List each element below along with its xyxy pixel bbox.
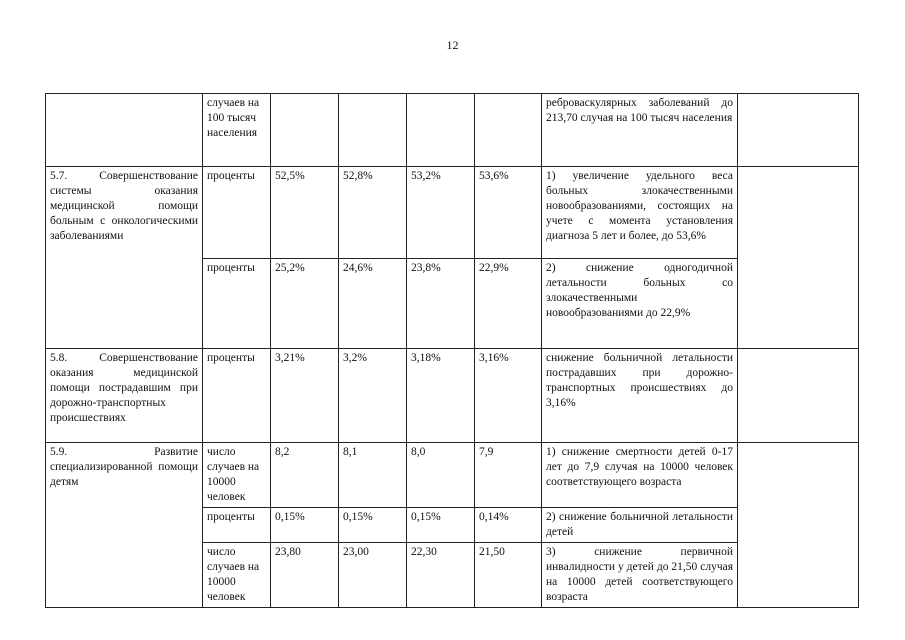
- value-cell: [407, 94, 475, 167]
- unit-cell: проценты: [203, 259, 271, 349]
- table-row: [46, 167, 859, 259]
- value-cell: 7,9: [475, 443, 542, 508]
- value-cell: [271, 94, 339, 167]
- unit-cell: проценты: [203, 508, 271, 543]
- value-cell: [475, 94, 542, 167]
- goal-cell: 1) снижение смертности детей 0-17 лет до 7,9 случая на 10000 человек соответствующего возраста: [542, 443, 738, 508]
- unit-cell: проценты: [203, 167, 271, 259]
- value-cell: 22,9%: [475, 259, 542, 349]
- value-cell: 3,16%: [475, 349, 542, 443]
- measure-name-cell: 5.9. Развитие специализированной помощи детям: [46, 443, 203, 608]
- value-cell: [339, 94, 407, 167]
- value-cell: 0,15%: [339, 508, 407, 543]
- measure-name-cell: 5.8. Совершенствование оказания медицинской помощи пострадавшим при дорожно-транспортных происшествиях: [46, 349, 203, 443]
- empty-cell: [738, 349, 859, 443]
- value-cell: 8,2: [271, 443, 339, 508]
- goal-cell: 1) увеличение удельного веса больных злокачественными новообразованиями, состоящих на учете с момента установления диагноза 5 лет и более, до 53,6%: [542, 167, 738, 259]
- goal-cell: реброваскулярных заболеваний до 213,70 случая на 100 тысяч населения: [542, 94, 738, 167]
- empty-cell: [738, 167, 859, 349]
- value-cell: 3,2%: [339, 349, 407, 443]
- value-cell: 8,0: [407, 443, 475, 508]
- value-cell: 3,18%: [407, 349, 475, 443]
- value-cell: 0,14%: [475, 508, 542, 543]
- unit-cell: случаев на 100 тысяч населения: [203, 94, 271, 167]
- value-cell: 8,1: [339, 443, 407, 508]
- value-cell: 52,5%: [271, 167, 339, 259]
- value-cell: 53,6%: [475, 167, 542, 259]
- page-number: 12: [446, 38, 459, 52]
- value-cell: 52,8%: [339, 167, 407, 259]
- value-cell: 23,8%: [407, 259, 475, 349]
- empty-cell: [738, 94, 859, 167]
- value-cell: 23,80: [271, 543, 339, 608]
- value-cell: 23,00: [339, 543, 407, 608]
- value-cell: 3,21%: [271, 349, 339, 443]
- unit-cell: число случаев на 10000 человек: [203, 543, 271, 608]
- unit-cell: проценты: [203, 349, 271, 443]
- value-cell: 25,2%: [271, 259, 339, 349]
- measure-name-cell: [46, 94, 203, 167]
- table-row: [46, 443, 859, 508]
- value-cell: 21,50: [475, 543, 542, 608]
- table-row: [46, 94, 859, 167]
- goal-cell: 2) снижение больничной летальности детей: [542, 508, 738, 543]
- value-cell: 0,15%: [407, 508, 475, 543]
- goal-cell: 2) снижение одногодичной летальности больных со злокачественными новообразованиями до 22,9%: [542, 259, 738, 349]
- table-row: [46, 349, 859, 443]
- goal-cell: 3) снижение первичной инвалидности у детей до 21,50 случая на 10000 детей соответствующего возраста: [542, 543, 738, 608]
- value-cell: 53,2%: [407, 167, 475, 259]
- goal-cell: снижение больничной летальности пострадавших при дорожно-транспортных происшествиях до 3,16%: [542, 349, 738, 443]
- value-cell: 24,6%: [339, 259, 407, 349]
- unit-cell: число случаев на 10000 человек: [203, 443, 271, 508]
- value-cell: 22,30: [407, 543, 475, 608]
- indicators-table: [45, 93, 859, 608]
- measure-name-cell: 5.7. Совершенствование системы оказания медицинской помощи больным с онкологическими заболеваниями: [46, 167, 203, 349]
- empty-cell: [738, 443, 859, 608]
- value-cell: 0,15%: [271, 508, 339, 543]
